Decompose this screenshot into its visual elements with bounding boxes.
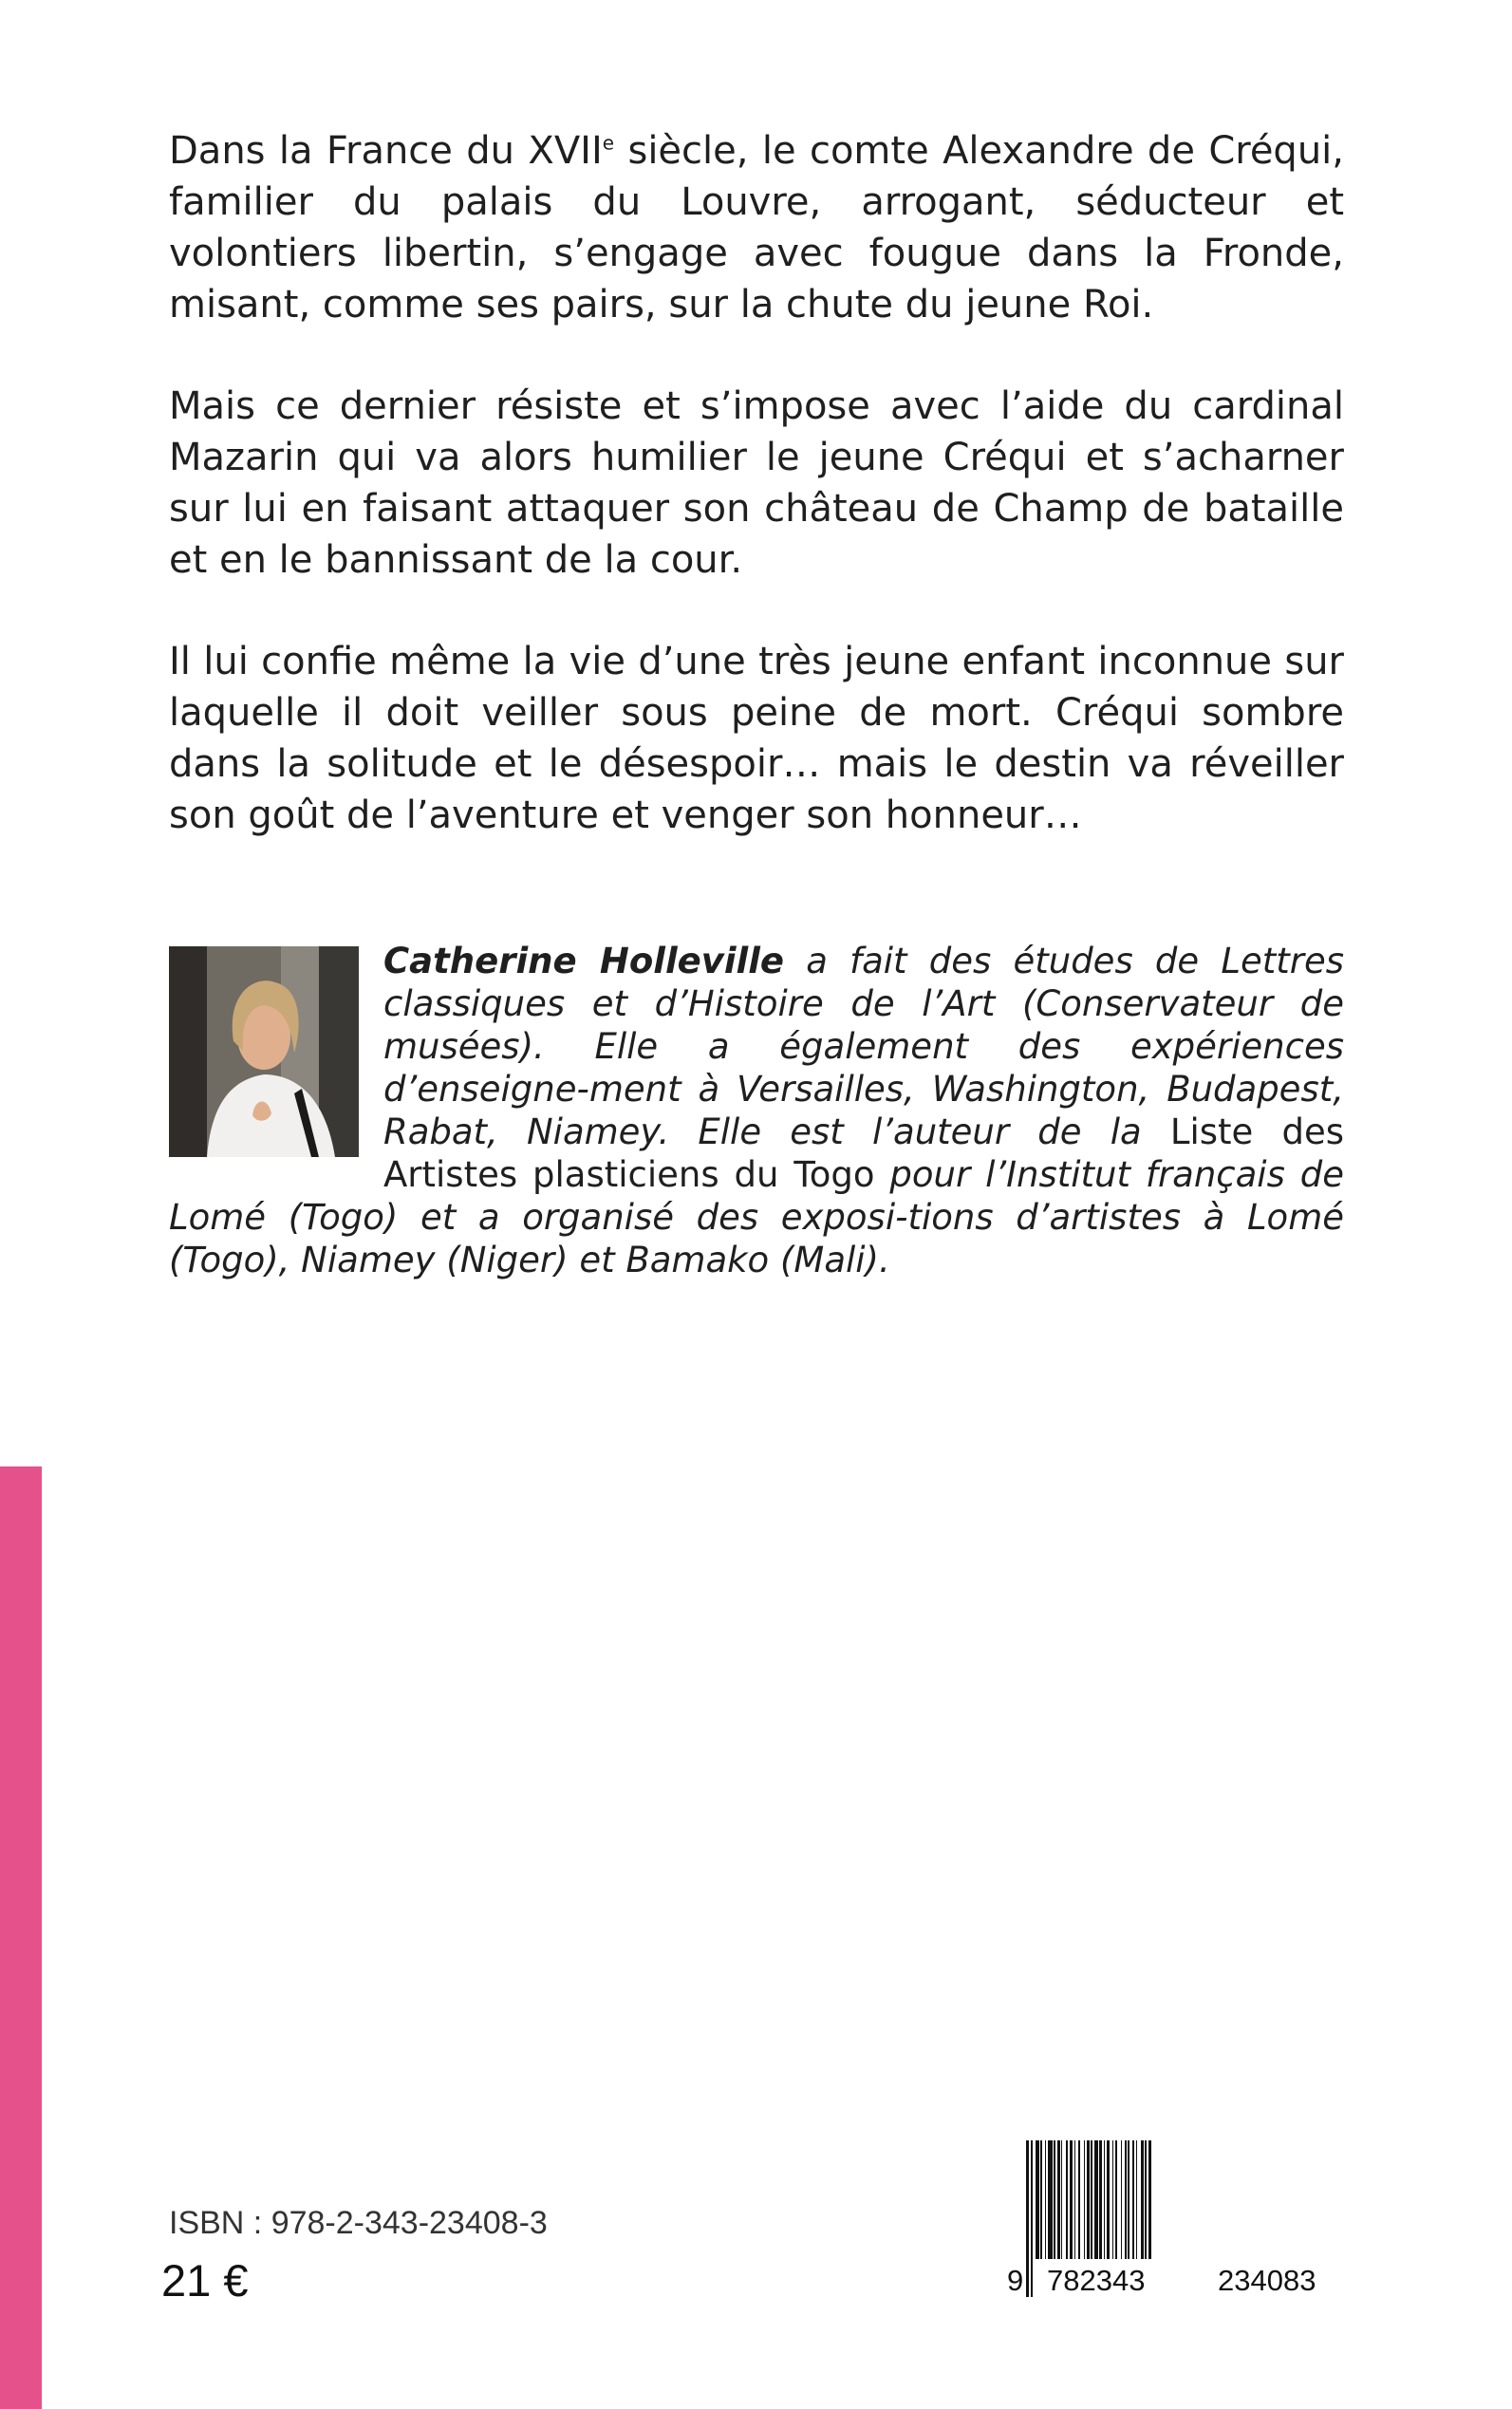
century-superscript: e — [602, 131, 615, 155]
barcode-bar — [1141, 2140, 1144, 2259]
barcode-bar — [1048, 2140, 1053, 2259]
barcode-bar — [1045, 2140, 1046, 2259]
barcode-bar — [1104, 2140, 1105, 2259]
isbn-label: ISBN : 978-2-343-23408-3 — [169, 2205, 548, 2241]
barcode-bar — [1094, 2140, 1098, 2259]
barcode-bar — [1036, 2140, 1039, 2259]
blurb-paragraph-3: Il lui confie même la vie d’une très jeune enfant inconnue sur laquelle il doit veiller sous peine de mort. Créqui sombre dans la solitude et le désespoir… mais le destin va réveiller son goût de l’aventure et venger son honneur… — [169, 640, 1344, 837]
barcode-bar — [1074, 2140, 1075, 2259]
barcode-bar — [1115, 2140, 1117, 2259]
barcode-bar — [1136, 2140, 1137, 2259]
barcode-bar — [1148, 2140, 1151, 2259]
barcode-bar — [1132, 2140, 1134, 2259]
book-title: Liste des Artistes plasticiens du Togo — [383, 1111, 1344, 1195]
blurb-paragraph-1 — [169, 125, 1344, 330]
barcode-bar — [1061, 2140, 1062, 2259]
barcode-digits — [1007, 2264, 1348, 2298]
author-photo — [169, 946, 359, 1157]
barcode-bar — [1112, 2140, 1113, 2259]
barcode-bar — [1091, 2140, 1092, 2259]
author-bio-text-2: pour l’Institut français de Lomé (Togo) et a organisé des exposi-tions d’artistes à Lomé (Togo), Niamey (Niger) et Bamako (Mali). — [169, 1154, 1345, 1280]
blurb-p1-rest: siècle, le comte Alexandre de Créqui, familier du palais du Louvre, arrogant, séducteur et volontiers libertin, s’engage avec fougue dans la Fronde, misant, comme ses pairs, sur la chute du jeune Roi. — [169, 129, 1344, 327]
barcode-bar — [1128, 2140, 1129, 2259]
barcode-bar — [1145, 2140, 1147, 2259]
barcode-group-1: 782343 — [1047, 2264, 1146, 2297]
barcode-lead-digit: 9 — [1007, 2264, 1024, 2297]
barcode-bar — [1054, 2140, 1055, 2259]
price-label: 21 € — [161, 2255, 249, 2306]
barcode-bar — [1084, 2140, 1085, 2259]
author-name: Catherine Holleville — [383, 941, 785, 981]
barcode-bar — [1066, 2140, 1068, 2259]
barcode-bar — [1070, 2140, 1073, 2259]
back-cover-blurb — [169, 125, 1344, 891]
barcode-bar — [1087, 2140, 1090, 2259]
barcode-bar — [1040, 2140, 1042, 2259]
barcode-group-2: 234083 — [1218, 2264, 1316, 2297]
blurb-p1-start: Dans la France du XVII — [169, 129, 603, 173]
barcode-bar — [1057, 2140, 1060, 2259]
author-bio-text-1: a fait des études de Lettres classiques et d’Histoire de l’Art (Conservateur de musées). Elle a également des expériences d’enseigne-ment à Versailles, Washington, Budapest, Rabat, Niamey. Elle est l’auteur de la — [383, 941, 1344, 1152]
barcode-bar — [1121, 2140, 1122, 2259]
accent-bar — [0, 1466, 42, 2409]
author-bio — [169, 940, 1344, 1281]
barcode-bar — [1107, 2140, 1110, 2259]
barcode-bar — [1125, 2140, 1127, 2259]
barcode-bar — [1078, 2140, 1080, 2259]
blurb-paragraph-2: Mais ce dernier résiste et s’impose avec l’aide du cardinal Mazarin qui va alors humilier le jeune Créqui et s’acharner sur lui en faisant attaquer son château de Champ de bataille et en le bannissant de la cour. — [169, 384, 1344, 582]
barcode-bar — [1099, 2140, 1102, 2259]
